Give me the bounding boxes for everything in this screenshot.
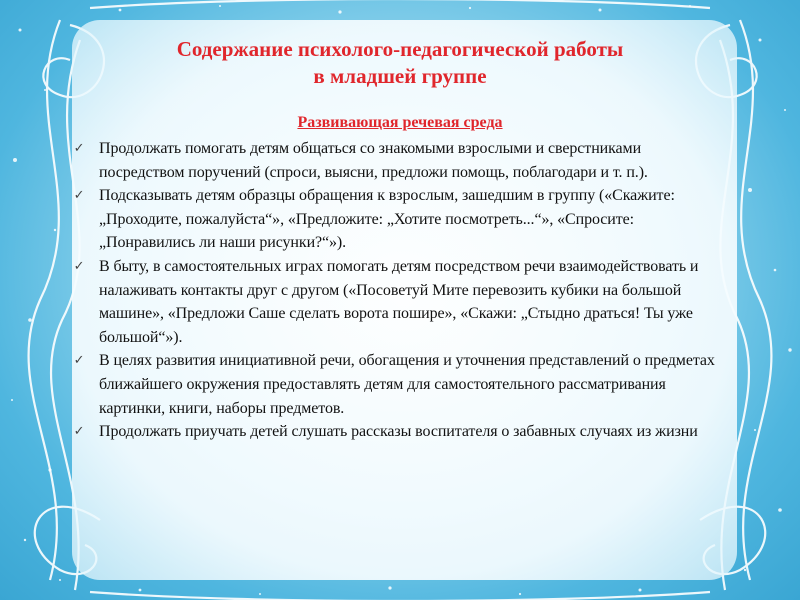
- list-item: [72, 349, 722, 420]
- list-item: [72, 184, 722, 255]
- list-item-text: Подсказывать детям образцы обращения к взрослым, зашедшим в группу («Скажите: „Проходите, пожалуйста“», «Предложите: „Хотите посмотреть...“», «Спросите: „Понравились ли наши рисунки?“»).: [99, 187, 675, 252]
- check-icon: ✓: [73, 258, 85, 274]
- check-icon: ✓: [73, 188, 85, 204]
- check-icon: ✓: [73, 141, 85, 156]
- list-item-text: В целях развития инициативной речи, обогащения и уточнения представлений о предметах ближайшего окружения предоставлять детям для самостоятельного рассматривания картинки, книги, наборы предметов.: [99, 352, 715, 417]
- list-item-text: Продолжать помогать детям общаться со знакомыми взрослыми и сверстниками посредством поручений (спроси, выясни, предложи помощь, поблагодари и т. п.).: [99, 140, 648, 181]
- list-item-text: Продолжать приучать детей слушать рассказы воспитателя о забавных случаях из жизни: [99, 423, 698, 441]
- list-item: [72, 255, 722, 349]
- list-item: [72, 137, 722, 184]
- title-line-1: Содержание психолого-педагогической работы: [176, 37, 624, 61]
- slide-title: [0, 36, 800, 90]
- check-icon: ✓: [73, 424, 85, 440]
- check-icon: ✓: [73, 353, 85, 369]
- bullet-list: [72, 137, 722, 444]
- title-line-2: в младшей группе: [313, 64, 487, 88]
- list-item-text: В быту, в самостоятельных играх помогать детям посредством речи взаимодействовать и налаживать контакты друг с другом («Посоветуй Мите перевозить кубики на большой машине», «Предложи Саше сделать ворота пошире», «Скажи: „Стыдно драться! Ты уже большой“»).: [99, 257, 699, 346]
- slide-subtitle: Развивающая речевая среда: [297, 114, 503, 131]
- list-item: [72, 420, 722, 444]
